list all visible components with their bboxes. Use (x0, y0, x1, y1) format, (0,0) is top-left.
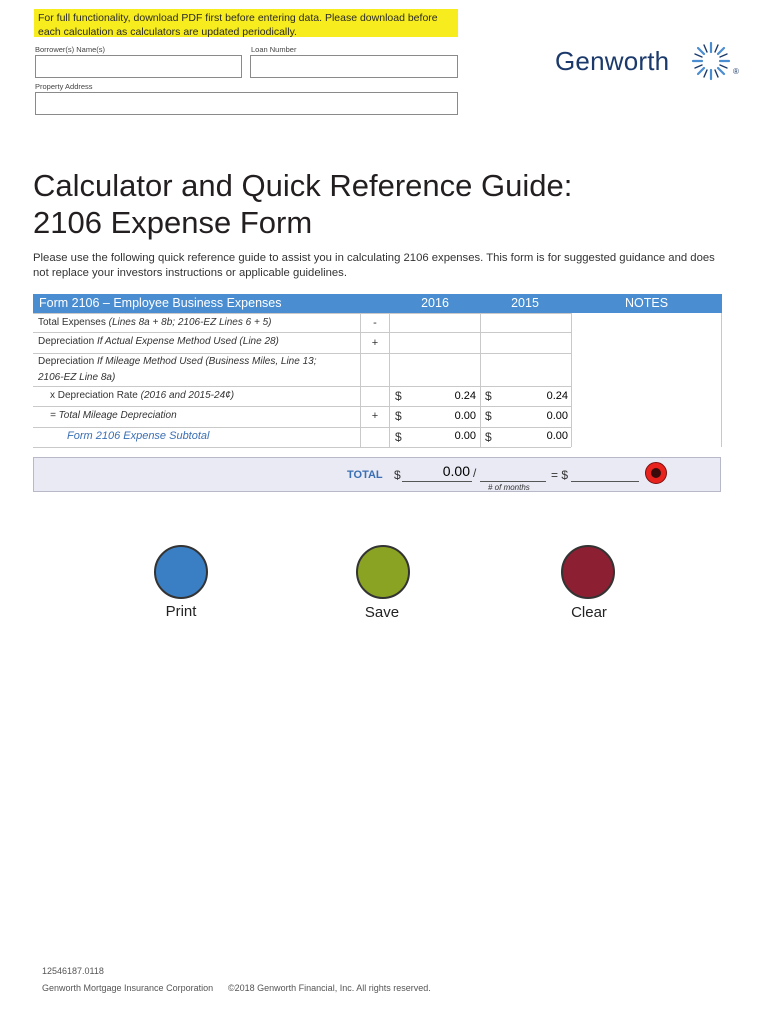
rate-2016-value: 0.24 (454, 390, 476, 402)
copyright: ©2018 Genworth Financial, Inc. All rights reserved. (228, 983, 431, 993)
notes-header: NOTES (624, 296, 669, 310)
subtotal-row-label: Form 2106 Expense Subtotal (67, 430, 210, 442)
intro-paragraph: Please use the following quick reference guide to assist you in calculating 2106 expenses. This form is for suggested guidance and does not replace your investors instructions or applicable guidelines. (33, 252, 715, 279)
row-divider (33, 332, 571, 333)
column-divider (360, 313, 361, 447)
total-slash: / (473, 466, 477, 480)
subtotal-2016-value: 0.00 (454, 430, 476, 442)
row-divider (33, 447, 571, 448)
notice-line-2: each calculation as calculators are updated periodically. (38, 26, 297, 38)
company-name: Genworth Mortgage Insurance Corporation (42, 983, 214, 993)
currency-sign: $ (485, 409, 492, 423)
row-divider (33, 313, 571, 314)
total-mileage-row-label: = Total Mileage Depreciation (50, 410, 177, 421)
total-expenses-row-label: Total Expenses (Lines 8a + 8b; 2106-EZ Lines 6 + 5) (38, 317, 272, 328)
currency-sign: $ (395, 389, 402, 403)
currency-sign: $ (485, 430, 492, 444)
months-underline[interactable] (480, 481, 546, 482)
genworth-logo-text: Genworth (555, 46, 670, 76)
property-address-field[interactable] (35, 92, 458, 115)
column-divider (389, 313, 390, 447)
borrower-name-field[interactable] (35, 55, 242, 78)
column-divider (721, 313, 722, 447)
clear-label[interactable]: Clear (571, 604, 607, 621)
section-header: Form 2106 – Employee Business Expenses (39, 296, 282, 310)
download-notice (34, 9, 458, 37)
minus-operator: - (373, 317, 377, 329)
depreciation-mileage-row-label-cont: 2106-EZ Line 8a) (38, 372, 116, 383)
property-address-label: Property Address (35, 82, 93, 91)
mileage-2015-value[interactable]: 0.00 (546, 410, 568, 422)
calculate-button-icon[interactable] (644, 461, 668, 485)
depreciation-actual-row-label: Depreciation If Actual Expense Method Used (Line 28) (38, 336, 279, 347)
sunburst-icon (690, 40, 732, 82)
equals-dollar: = $ (551, 468, 569, 482)
depreciation-mileage-row-label: Depreciation If Mileage Method Used (Business Miles, Line 13; (38, 356, 317, 367)
total-label: TOTAL (347, 469, 383, 481)
row-divider (33, 427, 571, 428)
save-label[interactable]: Save (364, 604, 400, 621)
total-dollar-sign: $ (394, 468, 401, 482)
borrower-label: Borrower(s) Name(s) (35, 45, 106, 54)
total-value: 0.00 (442, 463, 470, 479)
currency-sign: $ (395, 409, 402, 423)
row-divider (33, 406, 571, 407)
print-label[interactable]: Print (165, 603, 197, 620)
print-button[interactable] (154, 545, 208, 599)
currency-sign: $ (485, 389, 492, 403)
months-caption: # of months (488, 483, 530, 492)
save-button[interactable] (356, 545, 410, 599)
subtotal-2015-value: 0.00 (546, 430, 568, 442)
column-2015-header: 2015 (511, 296, 539, 310)
depreciation-rate-row-label: x Depreciation Rate (2016 and 2015-24¢) (50, 390, 235, 401)
page-title (33, 167, 572, 241)
title-line-2: 2106 Expense Form (33, 205, 313, 240)
title-line-1: Calculator and Quick Reference Guide: (33, 168, 573, 203)
registered-mark: ® (733, 67, 739, 76)
notice-line-1: For full functionality, download PDF first before entering data. Please download before (38, 12, 438, 24)
loan-number-field[interactable] (250, 55, 458, 78)
result-underline (571, 481, 639, 482)
row-divider (33, 386, 571, 387)
row-divider (33, 353, 571, 354)
plus-operator: + (371, 337, 379, 349)
plus-operator: + (371, 410, 379, 422)
mileage-2016-value[interactable]: 0.00 (454, 410, 476, 422)
table-header (33, 294, 722, 313)
clear-button[interactable] (561, 545, 615, 599)
column-2016-header: 2016 (421, 296, 449, 310)
document-code: 12546187.0118 (42, 966, 104, 976)
total-underline (402, 481, 472, 482)
loan-number-label: Loan Number (251, 45, 297, 54)
column-divider (571, 313, 572, 447)
column-divider (480, 313, 481, 447)
currency-sign: $ (395, 430, 402, 444)
rate-2015-value: 0.24 (546, 390, 568, 402)
